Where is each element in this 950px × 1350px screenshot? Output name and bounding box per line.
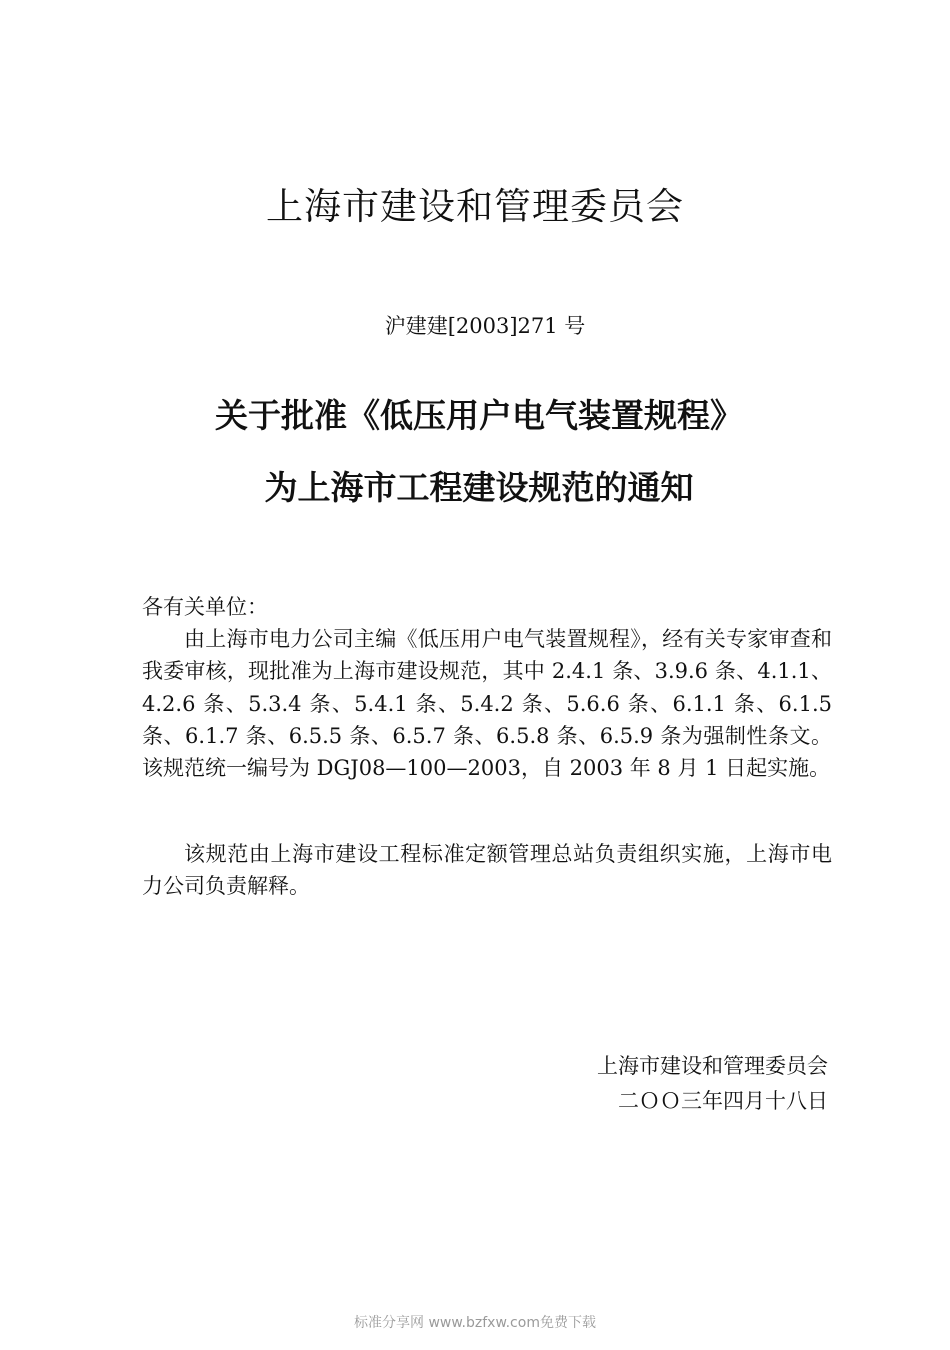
body-paragraph-1: 由上海市电力公司主编《低压用户电气装置规程》，经有关专家审查和我委审核，现批准为上海市建设规范，其中 2.4.1 条、3.9.6 条、4.1.1、4.2.6 条、5.3.4 条、5.4.1 条、5.4.2 条、5.6.6 条、6.1.1 条、6.1.5 条、6.1.7 条、6.5.5 条、6.5.7 条、6.5.8 条、6.5.9 条为强制性条文。该规范统一编号为 DGJ08—100—2003，自 2003 年 8 月 1 日起实施。 xyxy=(142,627,832,781)
body-paragraph-2: 该规范由上海市建设工程标准定额管理总站负责组织实施，上海市电力公司负责解释。 xyxy=(142,842,832,899)
footer-watermark: 标准分享网 www.bzfxw.com免费下载 xyxy=(354,1315,596,1331)
issuing-organization-title: 上海市建设和管理委员会 xyxy=(266,185,684,228)
document-number: 沪建建[2003]271 号 xyxy=(384,314,586,338)
salutation: 各有关单位： xyxy=(142,595,268,619)
signature-date: 二ＯＯ三年四月十八日 xyxy=(618,1089,828,1113)
notice-title-line-1: 关于批准《低压用户电气装置规程》 xyxy=(215,396,743,435)
signature-organization: 上海市建设和管理委员会 xyxy=(597,1054,828,1078)
notice-title-line-2: 为上海市工程建设规范的通知 xyxy=(264,468,694,507)
